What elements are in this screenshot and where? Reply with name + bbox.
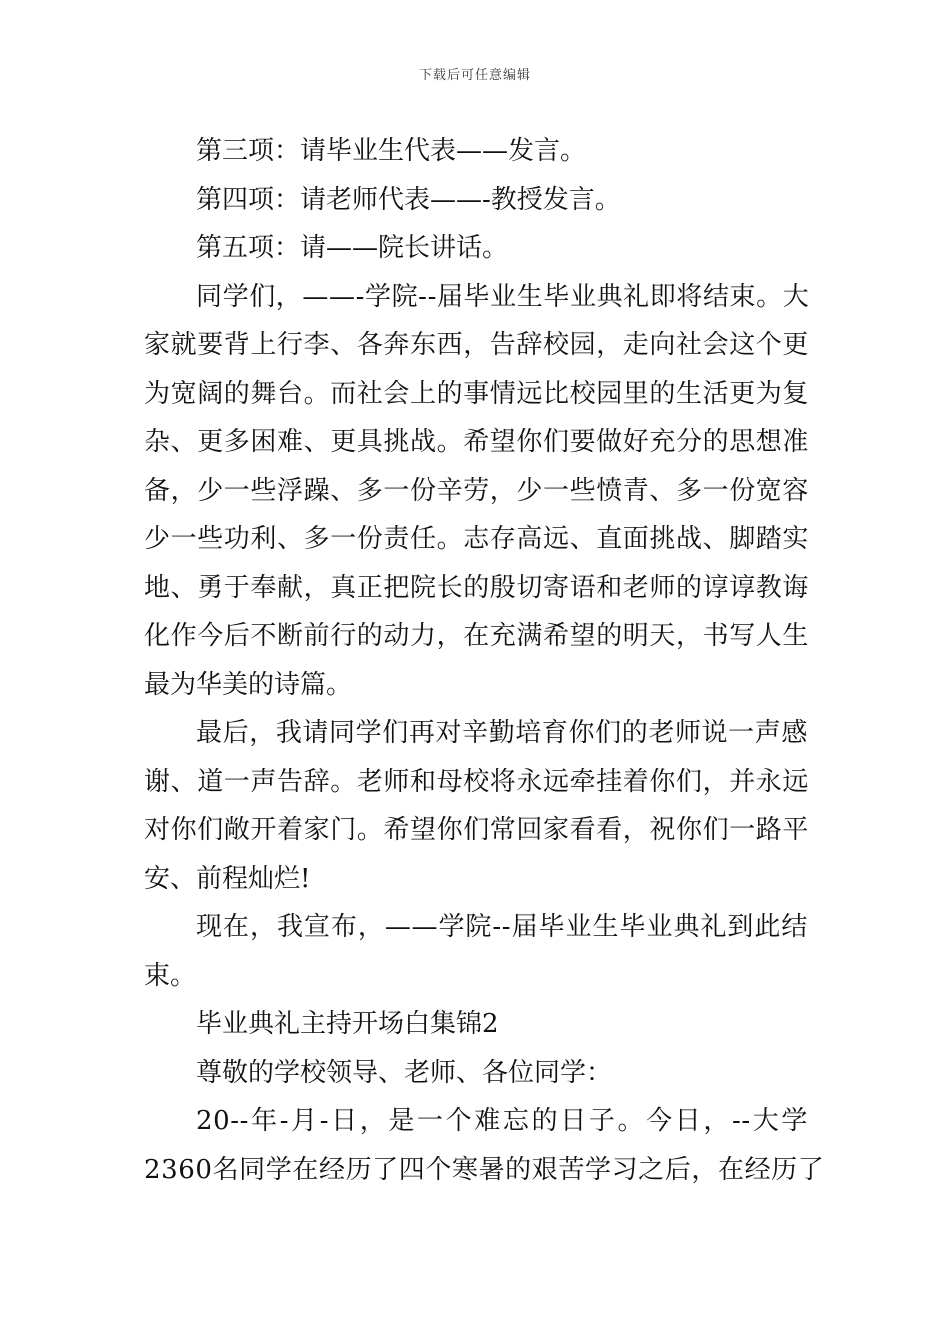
document-body (144, 127, 825, 1194)
text-line: 备，少一些浮躁、多一份辛劳，少一些愤青、多一份宽容 (144, 475, 810, 506)
text-line: 地、勇于奉献，真正把院长的殷切寄语和老师的谆谆教诲 (144, 572, 810, 603)
page-header-note: 下载后可任意编辑 (418, 68, 531, 83)
text-line: 同学们，——-学院--届毕业生毕业典礼即将结束。大 (196, 281, 810, 312)
text-line: 安、前程灿烂! (144, 863, 311, 894)
text-line: 对你们敞开着家门。希望你们常回家看看，祝你们一路平 (144, 815, 810, 845)
text-line: 尊敬的学校领导、老师、各位同学： (196, 1057, 613, 1088)
text-line: 第五项：请——院长讲话。 (196, 233, 509, 263)
text-line: 最后，我请同学们再对辛勤培育你们的老师说一声感 (196, 718, 808, 748)
text-line: 第四项：请老师代表——-教授发言。 (196, 184, 621, 215)
text-line: 20--年-月-日，是一个难忘的日子。今日，--大学 (196, 1106, 808, 1136)
text-line: 束。 (144, 960, 197, 991)
text-line: 为宽阔的舞台。而社会上的事情远比校园里的生活更为复 (144, 378, 810, 409)
text-line: 第三项：请毕业生代表——发言。 (196, 136, 587, 166)
section-heading: 毕业典礼主持开场白集锦2 (196, 1009, 499, 1039)
text-line: 少一些功利、多一份责任。志存高远、直面挑战、脚踏实 (144, 524, 810, 554)
text-line: 2360名同学在经历了四个寒暑的艰苦学习之后，在经历了 (144, 1154, 825, 1185)
text-line: 杂、更多困难、更具挑战。希望你们要做好充分的思想准 (144, 427, 810, 457)
text-line: 家就要背上行李、各奔东西，告辞校园，走向社会这个更 (144, 330, 810, 360)
text-line: 谢、道一声告辞。老师和母校将永远牵挂着你们，并永远 (144, 766, 810, 797)
text-line: 最为华美的诗篇。 (144, 669, 353, 700)
text-line: 化作今后不断前行的动力，在充满希望的明天，书写人生 (144, 621, 810, 651)
text-line: 现在，我宣布，——学院--届毕业生毕业典礼到此结 (196, 912, 808, 942)
